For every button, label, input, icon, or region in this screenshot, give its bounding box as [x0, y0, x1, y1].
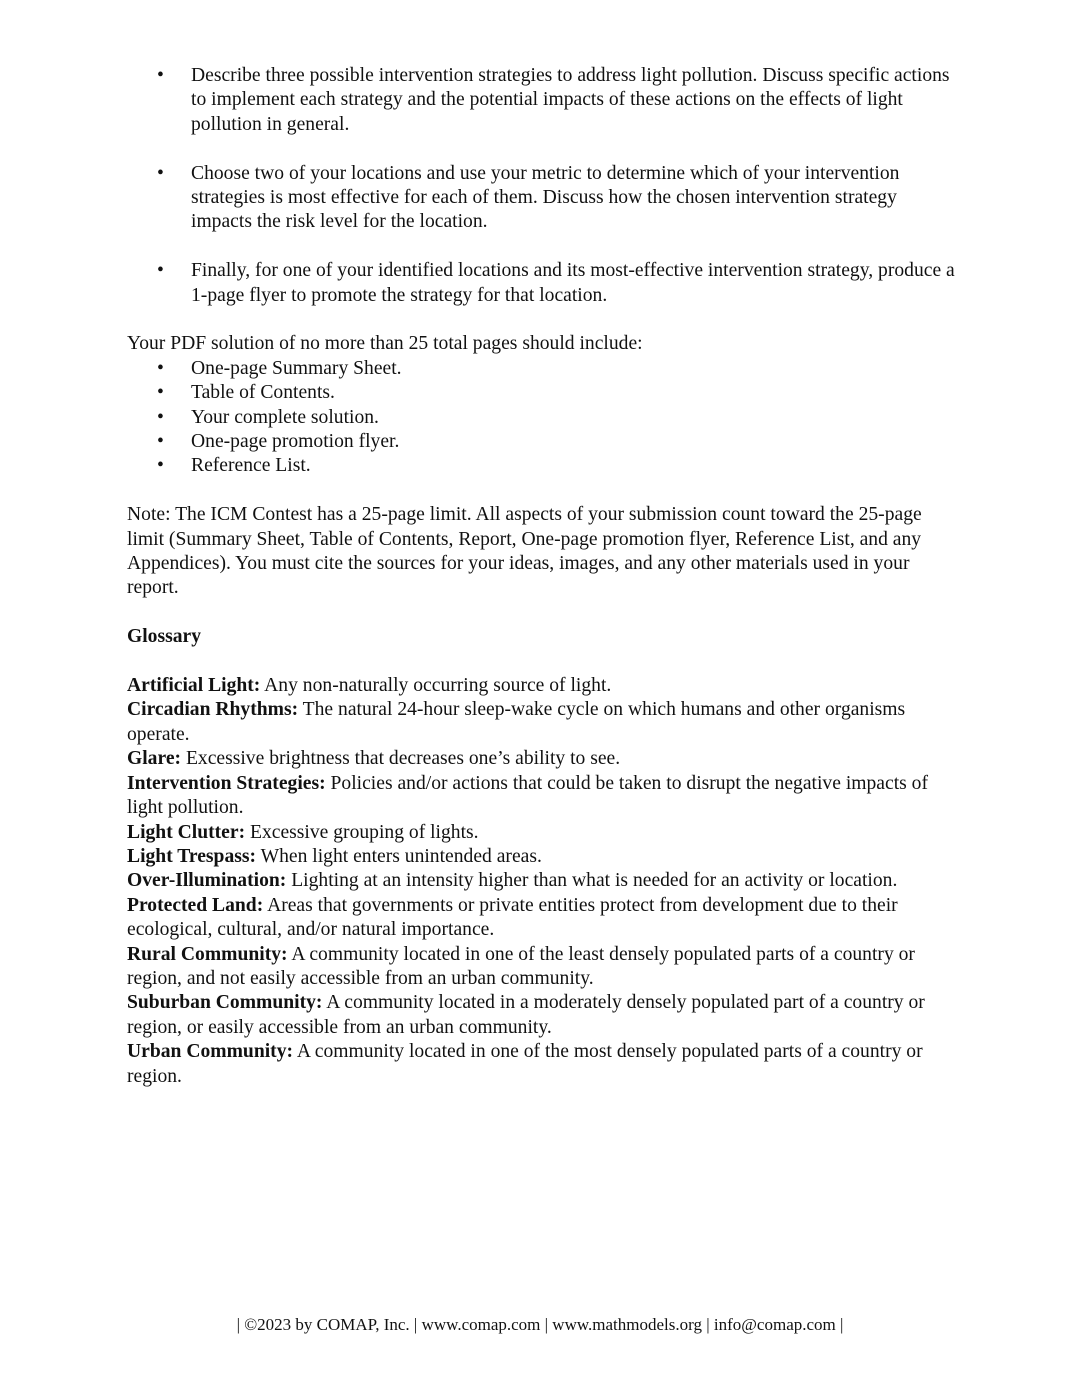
glossary-definition: Policies and/or actions that could be taken to disrupt the negative impacts of light pollution.	[127, 772, 928, 819]
glossary-definition: Excessive grouping of lights.	[250, 821, 479, 843]
glossary-definition: Excessive brightness that decreases one’s ability to see.	[185, 748, 621, 770]
glossary-term: Circadian Rhythms:	[127, 699, 299, 721]
task-item	[127, 162, 957, 235]
glossary-term: Urban Community:	[127, 1041, 294, 1063]
glossary-term: Artificial Light:	[127, 675, 261, 697]
glossary-entry	[127, 943, 957, 992]
glossary-definition: Any non-naturally occurring source of light.	[264, 675, 612, 697]
glossary-term: Suburban Community:	[127, 992, 323, 1014]
glossary-term: Protected Land:	[127, 894, 264, 916]
glossary-term: Over-Illumination:	[127, 870, 287, 892]
glossary-entry	[127, 869, 957, 893]
task-item	[127, 64, 957, 137]
glossary-entry	[127, 772, 957, 821]
glossary-entry	[127, 991, 957, 1040]
glossary-entry	[127, 894, 957, 943]
glossary-term: Light Clutter:	[127, 821, 246, 843]
bullet-icon: •	[157, 382, 164, 404]
task-item	[127, 259, 957, 308]
glossary-definition: Lighting at an intensity higher than what is needed for an activity or location.	[291, 870, 898, 892]
glossary-list	[127, 674, 957, 1089]
bullet-icon: •	[157, 406, 164, 428]
glossary-term: Glare:	[127, 748, 182, 770]
solution-intro: Your PDF solution of no more than 25 total pages should include:	[127, 333, 643, 355]
bullet-icon: •	[157, 431, 164, 453]
bullet-icon: •	[157, 357, 164, 379]
glossary-entry	[127, 1040, 957, 1089]
glossary-term: Rural Community:	[127, 943, 288, 965]
glossary-entry	[127, 747, 957, 771]
list-item-text: One-page Summary Sheet.	[191, 357, 402, 379]
glossary-definition: A community located in a moderately densely populated part of a country or region, or easily accessible from an urban community.	[127, 992, 925, 1038]
glossary-heading: Glossary	[127, 626, 202, 648]
glossary-definition: Areas that governments or private entities protect from development due to their ecological, cultural, and/or natural importance.	[127, 894, 898, 941]
page-footer: | ©2023 by COMAP, Inc. | www.comap.com | www.mathmodels.org | info@comap.com |	[236, 1315, 844, 1334]
list-item	[127, 454, 957, 478]
list-item-text: One-page promotion flyer.	[191, 431, 400, 453]
glossary-definition: The natural 24-hour sleep-wake cycle on which humans and other organisms operate.	[127, 699, 906, 745]
task-text: Finally, for one of your identified locations and its most-effective intervention strategy, produce a 1-page flyer to promote the strategy for that location.	[191, 260, 955, 306]
glossary-definition: A community located in one of the most densely populated parts of a country or region.	[127, 1041, 923, 1087]
glossary-term: Light Trespass:	[127, 845, 257, 867]
glossary-entry	[127, 821, 957, 845]
glossary-definition: A community located in one of the least densely populated parts of a country or region, and not easily accessible from an urban community.	[127, 943, 915, 989]
task-text: Describe three possible intervention strategies to address light pollution. Discuss specific actions to implement each strategy and the potential impacts of these actions on the effects of light pollution in general.	[191, 65, 950, 135]
document-page	[127, 64, 957, 1089]
bullet-icon: •	[157, 65, 164, 86]
glossary-entry	[127, 674, 957, 698]
bullet-icon: •	[157, 162, 164, 184]
glossary-entry	[127, 698, 957, 747]
glossary-definition: When light enters unintended areas.	[260, 845, 542, 867]
list-item-text: Table of Contents.	[191, 382, 335, 404]
list-item-text: Reference List.	[191, 455, 311, 477]
glossary-term: Intervention Strategies:	[127, 772, 326, 794]
list-item	[127, 381, 957, 405]
page-limit-note: Note: The ICM Contest has a 25-page limit. All aspects of your submission count toward the 25-page limit (Summary Sheet, Table of Contents, Report, One-page promotion flyer, Reference List, and any Appendices). You must cite the sources for your ideas, images, and any other materials used in your report.	[127, 504, 922, 599]
list-item	[127, 430, 957, 454]
solution-requirements-list	[127, 357, 957, 479]
list-item	[127, 406, 957, 430]
list-item	[127, 357, 957, 381]
bullet-icon: •	[157, 455, 164, 477]
task-list	[127, 64, 957, 308]
bullet-icon: •	[157, 260, 164, 282]
glossary-entry	[127, 845, 957, 869]
list-item-text: Your complete solution.	[191, 406, 379, 428]
task-text: Choose two of your locations and use your metric to determine which of your intervention strategies is most effective for each of them. Discuss how the chosen intervention strategy impacts the risk level for the location.	[191, 162, 900, 233]
